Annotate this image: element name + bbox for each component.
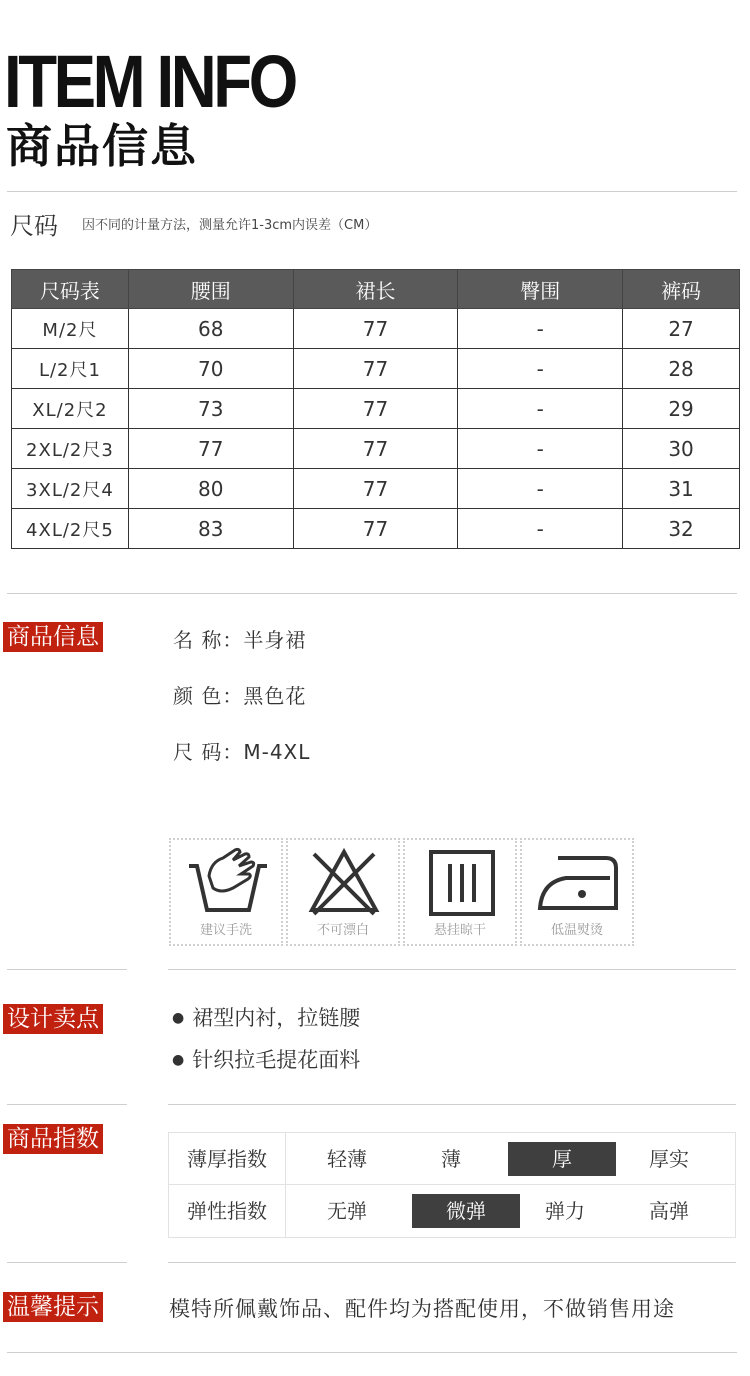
table-cell: 83 [128,509,293,549]
table-cell: 29 [623,389,740,429]
tip-tag: 温馨提示 [3,1292,103,1322]
divider [7,1262,127,1263]
size-table [11,269,740,549]
index-table [168,1132,736,1238]
table-cell: 30 [623,429,740,469]
size-table-header [12,270,740,309]
design-tag: 设计卖点 [3,1004,103,1034]
table-cell: XL/2尺2 [12,389,129,429]
care-item-low-iron [520,838,634,946]
table-cell: 70 [128,349,293,389]
table-cell: 77 [293,389,458,429]
table-cell: 4XL/2尺5 [12,509,129,549]
table-cell: 31 [623,469,740,509]
thickness-row [169,1133,735,1185]
elasticity-option: 高弹 [649,1199,689,1223]
product-info-tag: 商品信息 [3,622,103,652]
care-item-no-bleach [286,838,400,946]
column-header: 腰围 [128,270,293,309]
care-label: 低温熨烫 [550,923,603,938]
column-header: 裤码 [623,270,740,309]
thickness-option-selected: 厚 [508,1142,616,1176]
table-cell: 77 [293,309,458,349]
table-cell: - [458,309,623,349]
table-cell: 28 [623,349,740,389]
table-cell: 2XL/2尺3 [12,429,129,469]
elasticity-label: 弹性指数 [169,1185,286,1237]
thickness-option: 薄 [441,1147,461,1171]
table-row [12,509,740,549]
no-bleach-icon [302,846,387,918]
title-english: ITEM INFO [4,40,295,123]
tip-text: 模特所佩戴饰品、配件均为搭配使用，不做销售用途 [169,1297,675,1321]
table-row [12,389,740,429]
title-chinese: 商品信息 [6,119,198,173]
care-label: 建议手洗 [199,923,252,938]
care-instructions [169,838,637,946]
hand-wash-icon [185,846,270,918]
divider [7,1352,737,1353]
table-cell: 32 [623,509,740,549]
design-point: ● 裙型内衬，拉链腰 [172,1002,360,1032]
product-name: 名 称：半身裙 [173,628,307,652]
divider [168,1262,736,1263]
design-point: ● 针织拉毛提花面料 [172,1044,360,1074]
table-cell: 77 [293,469,458,509]
table-cell: 3XL/2尺4 [12,469,129,509]
divider [168,969,736,970]
elasticity-option: 无弹 [327,1199,367,1223]
divider [7,191,737,192]
product-size: 尺 码：M-4XL [173,740,311,764]
table-cell: 68 [128,309,293,349]
column-header: 臀围 [458,270,623,309]
column-header: 尺码表 [12,270,129,309]
product-color: 颜 色：黑色花 [173,684,307,708]
table-row [12,309,740,349]
thickness-label: 薄厚指数 [169,1133,286,1185]
table-cell: - [458,469,623,509]
care-item-hand-wash [169,838,283,946]
size-label: 尺码 [10,212,58,240]
table-cell: 77 [293,429,458,469]
divider [168,1104,736,1105]
care-item-hang-dry [403,838,517,946]
size-note: 因不同的计量方法，测量允许1-3cm内误差（CM） [82,218,378,233]
index-tag: 商品指数 [3,1124,103,1154]
elasticity-row [169,1185,735,1237]
thickness-option: 轻薄 [327,1147,367,1171]
divider [7,593,737,594]
table-cell: 77 [293,509,458,549]
care-label: 悬挂晾干 [433,923,486,938]
table-cell: - [458,429,623,469]
elasticity-option: 弹力 [545,1199,585,1223]
table-cell: 77 [128,429,293,469]
divider [7,969,127,970]
table-row [12,429,740,469]
table-cell: 27 [623,309,740,349]
table-cell: 73 [128,389,293,429]
table-row [12,349,740,389]
table-row [12,469,740,509]
elasticity-option-selected: 微弹 [412,1194,520,1228]
divider [7,1104,127,1105]
thickness-option: 厚实 [649,1147,689,1171]
table-cell: - [458,349,623,389]
table-cell: - [458,389,623,429]
table-cell: M/2尺 [12,309,129,349]
low-iron-icon [536,846,621,918]
hang-dry-icon [419,846,504,918]
table-cell: 80 [128,469,293,509]
table-cell: 77 [293,349,458,389]
care-label: 不可漂白 [316,923,369,938]
column-header: 裙长 [293,270,458,309]
table-cell: L/2尺1 [12,349,129,389]
table-cell: - [458,509,623,549]
